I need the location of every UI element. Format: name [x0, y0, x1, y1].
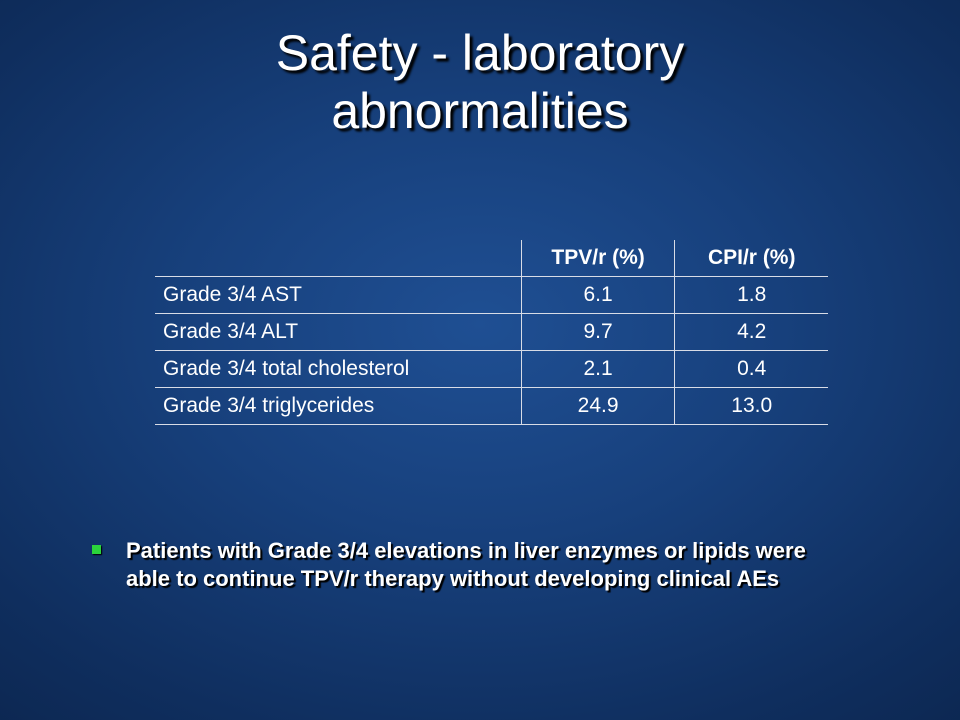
cpi-value: 0.4 [675, 351, 828, 388]
header-cell-cpi: CPI/r (%) [675, 240, 828, 277]
row-label: Grade 3/4 total cholesterol [155, 351, 521, 388]
header-cell-label [155, 240, 521, 277]
table-row [155, 277, 828, 314]
cpi-value: 1.8 [675, 277, 828, 314]
tpv-value: 24.9 [521, 388, 675, 425]
bullet-text: Patients with Grade 3/4 elevations in liver enzymes or lipids were able to continue TPV/r therapy without developing clinical AEs [126, 538, 806, 591]
row-label: Grade 3/4 ALT [155, 314, 521, 351]
table-row [155, 351, 828, 388]
square-bullet-icon [92, 545, 101, 554]
tpv-value: 6.1 [521, 277, 675, 314]
lab-abnormalities-table [155, 240, 828, 425]
slide-title-line-1: Safety - laboratory [275, 25, 685, 81]
row-label: Grade 3/4 triglycerides [155, 388, 521, 425]
table-header-row [155, 240, 828, 277]
bullet-item [92, 537, 852, 593]
tpv-value: 9.7 [521, 314, 675, 351]
tpv-value: 2.1 [521, 351, 675, 388]
slide-title-line-2: abnormalities [331, 83, 629, 139]
table-row [155, 388, 828, 425]
cpi-value: 13.0 [675, 388, 828, 425]
table-row [155, 314, 828, 351]
slide-title [0, 24, 960, 140]
row-label: Grade 3/4 AST [155, 277, 521, 314]
header-cell-tpv: TPV/r (%) [521, 240, 675, 277]
cpi-value: 4.2 [675, 314, 828, 351]
